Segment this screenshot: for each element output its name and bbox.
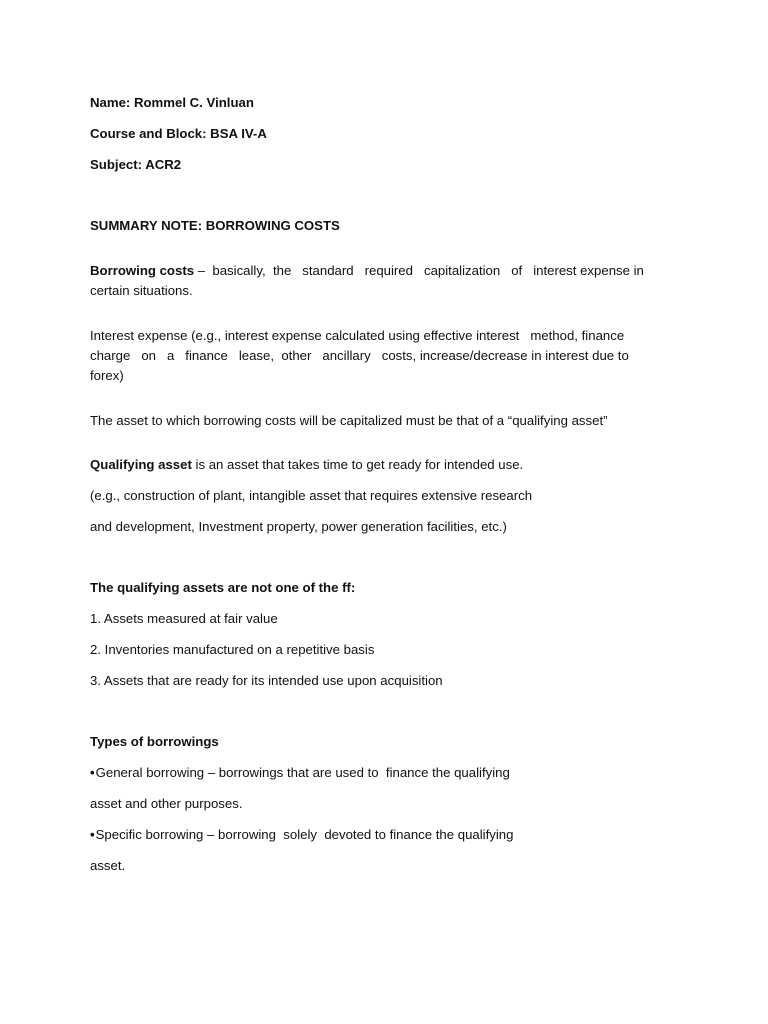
list-item: 3. Assets that are ready for its intended use upon acquisition: [90, 673, 443, 688]
specific-borrowing-text: Specific borrowing – borrowing solely devoted to finance the qualifying: [95, 827, 514, 842]
borrowing-costs-definition: – basically, the standard required capitalization of interest expense in: [194, 263, 644, 278]
qualifying-asset-examples-2: and development, Investment property, power generation facilities, etc.): [90, 519, 507, 534]
not-qualifying-heading: The qualifying assets are not one of the ff:: [90, 580, 356, 595]
specific-borrowing-line1: [90, 825, 665, 845]
interest-expense-line3: forex): [90, 368, 124, 383]
interest-expense-line1: Interest expense (e.g., interest expense calculated using effective interest method, finance: [90, 328, 625, 343]
qualifying-asset-statement: The asset to which borrowing costs will be capitalized must be that of a “qualifying asset”: [90, 413, 608, 428]
list-item: 2. Inventories manufactured on a repetitive basis: [90, 642, 375, 657]
summary-title: SUMMARY NOTE: BORROWING COSTS: [90, 218, 340, 233]
general-borrowing-text: General borrowing – borrowings that are used to finance the qualifying: [95, 765, 510, 780]
general-borrowing-line2: asset and other purposes.: [90, 796, 243, 811]
subject: Subject: ACR2: [90, 157, 182, 172]
student-name: Name: Rommel C. Vinluan: [90, 95, 254, 110]
qualifying-asset-term: Qualifying asset: [90, 457, 192, 472]
qualifying-asset-examples-1: (e.g., construction of plant, intangible asset that requires extensive research: [90, 488, 533, 503]
list-item: 1. Assets measured at fair value: [90, 611, 278, 626]
borrowing-costs-term: Borrowing costs: [90, 263, 195, 278]
borrowing-costs-line2: certain situations.: [90, 283, 193, 298]
course-block: Course and Block: BSA IV-A: [90, 126, 267, 141]
bullet-icon: •: [90, 827, 95, 842]
types-heading: Types of borrowings: [90, 734, 219, 749]
interest-expense-line2: charge on a finance lease, other ancillary costs, increase/decrease in interest due to: [90, 348, 629, 363]
general-borrowing-line1: [90, 763, 665, 783]
bullet-icon: •: [90, 765, 95, 780]
qualifying-asset-text: is an asset that takes time to get ready for intended use.: [191, 457, 524, 472]
borrowing-costs-line1: [90, 261, 665, 281]
qualifying-asset-definition: [90, 455, 665, 475]
specific-borrowing-line2: asset.: [90, 858, 126, 873]
